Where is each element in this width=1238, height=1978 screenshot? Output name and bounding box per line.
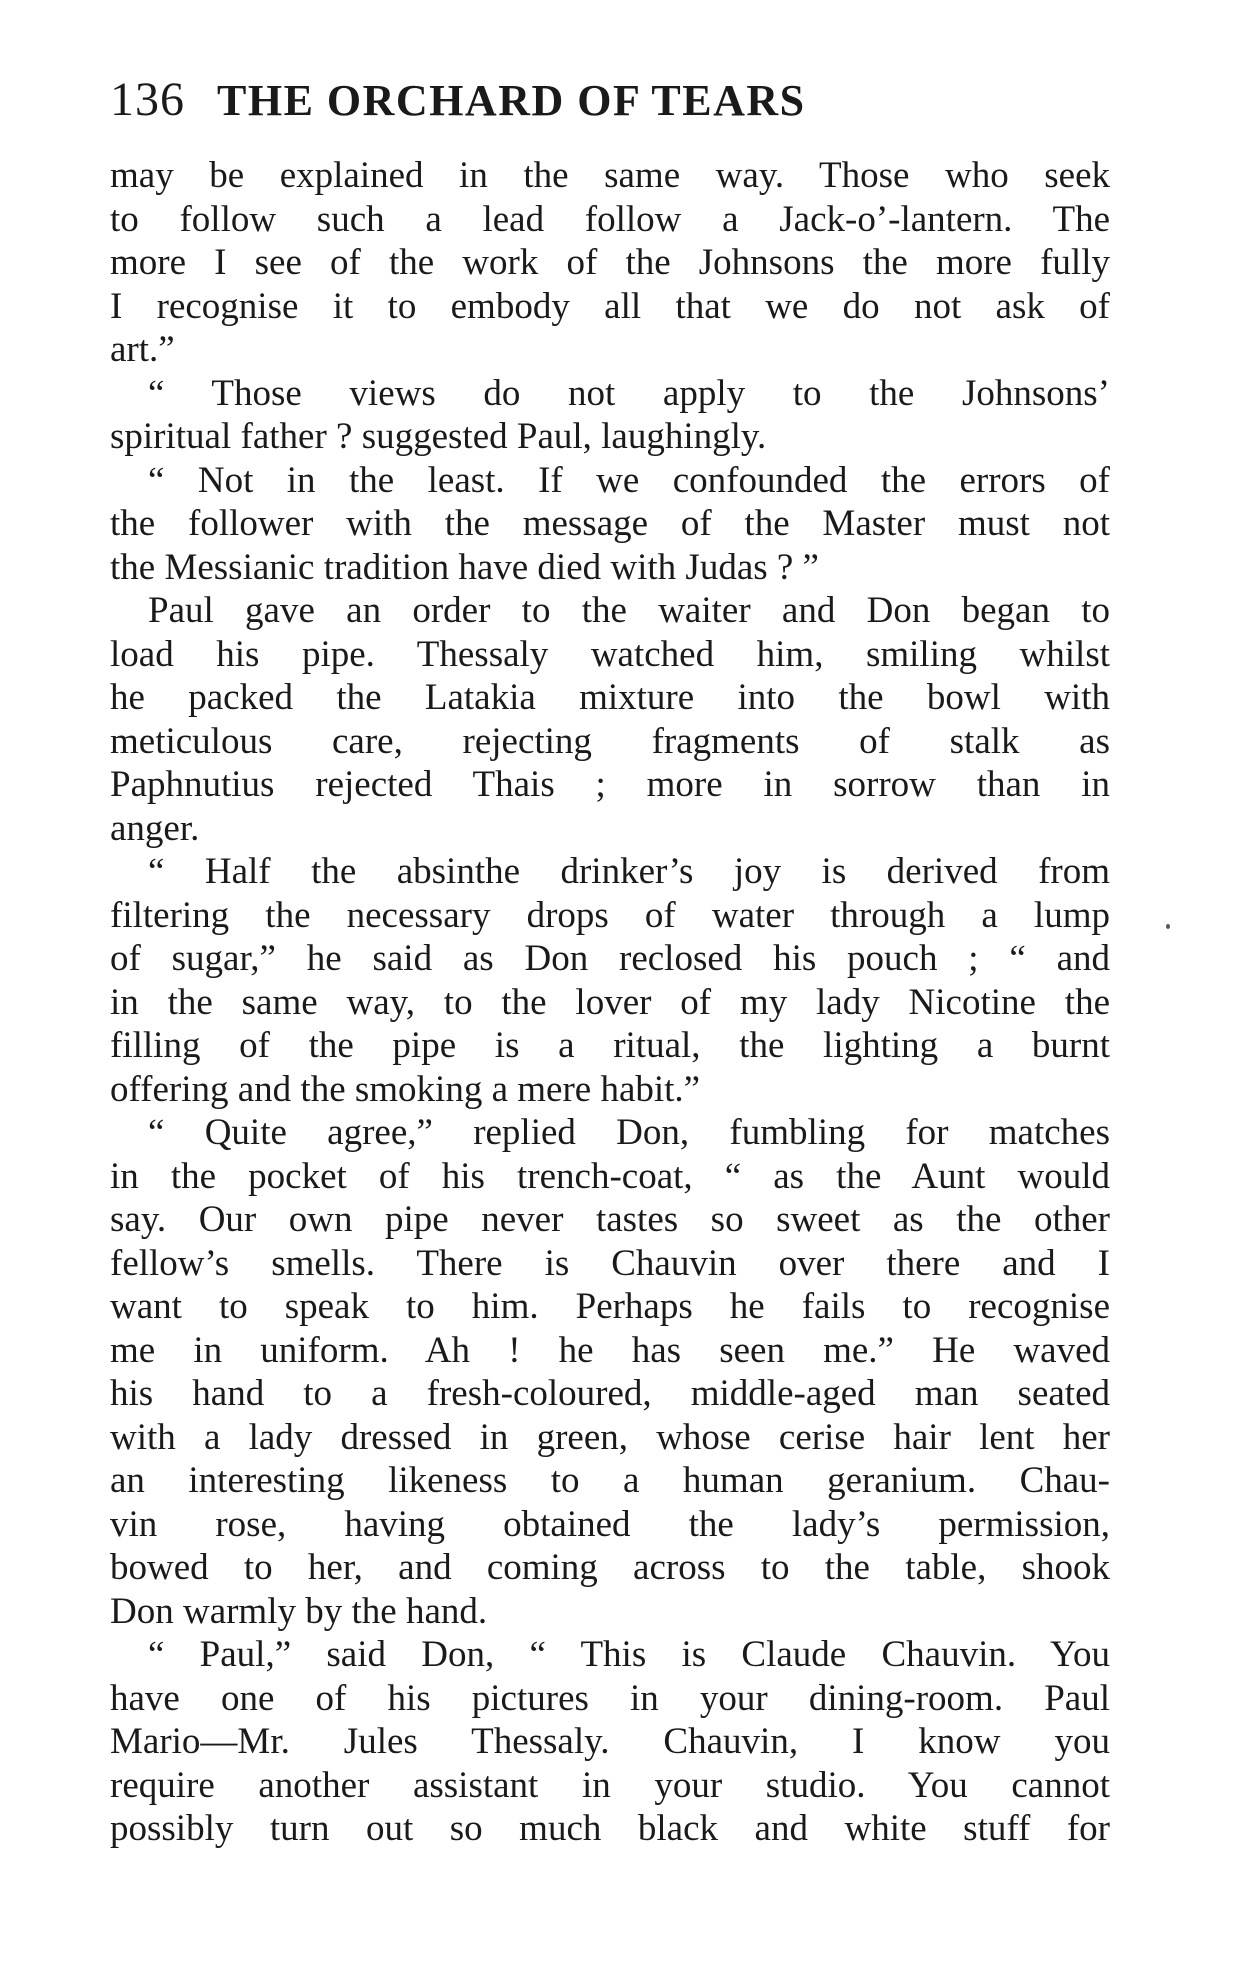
text-line: Paphnutius rejected Thais ; more in sorrow than in — [110, 764, 1110, 805]
text-line: in the same way, to the lover of my lady Nicotine the — [110, 981, 1110, 1023]
text-line: require another assistant in your studio. You cannot — [110, 1764, 1110, 1806]
text-line: may be explained in the same way. Those who seek — [110, 155, 1110, 196]
text-line: to follow such a lead follow a Jack-o’-lantern. The — [110, 198, 1110, 240]
text-line: vin rose, having obtained the lady’s permission, — [110, 1503, 1110, 1545]
text-line: more I see of the work of the Johnsons the more fully — [110, 242, 1110, 283]
text-line: the follower with the message of the Master must not — [110, 503, 1110, 544]
text-line: “ Paul,” said Don, “ This is Claude Chauvin. You — [148, 1634, 1110, 1675]
text-line: “ Those views do not apply to the Johnsons’ — [148, 372, 1110, 414]
text-line: me in uniform. Ah ! he has seen me.” He waved — [110, 1329, 1110, 1371]
text-line: have one of his pictures in your dining-room. Paul — [110, 1677, 1110, 1719]
text-line: “ Quite agree,” replied Don, fumbling for matches — [148, 1112, 1110, 1153]
text-line: his hand to a fresh-coloured, middle-aged man seated — [110, 1373, 1110, 1414]
text-line: filling of the pipe is a ritual, the lighting a burnt — [110, 1025, 1110, 1066]
text-line: meticulous care, rejecting fragments of stalk as — [110, 720, 1110, 762]
text-line: an interesting likeness to a human geranium. Chau- — [110, 1460, 1110, 1501]
text-line: anger. — [110, 807, 200, 849]
text-line: offering and the smoking a mere habit.” — [110, 1068, 701, 1110]
text-line: spiritual father ? suggested Paul, laughingly. — [110, 416, 767, 457]
text-line: I recognise it to embody all that we do not ask of — [110, 285, 1110, 327]
running-header — [110, 72, 1010, 132]
text-line: “ Half the absinthe drinker’s joy is derived from — [148, 851, 1110, 892]
text-line: he packed the Latakia mixture into the bowl with — [110, 677, 1110, 718]
text-line: the Messianic tradition have died with Judas ? ” — [110, 546, 819, 588]
text-line: art.” — [110, 329, 175, 370]
text-line: in the pocket of his trench-coat, “ as the Aunt would — [110, 1155, 1110, 1197]
text-line: say. Our own pipe never tastes so sweet as the other — [110, 1199, 1110, 1240]
text-line: bowed to her, and coming across to the table, shook — [110, 1547, 1110, 1588]
text-line: possibly turn out so much black and white stuff for — [110, 1808, 1110, 1849]
text-line: load his pipe. Thessaly watched him, smiling whilst — [110, 633, 1110, 675]
page-number: 136 — [110, 73, 185, 126]
text-line: Don warmly by the hand. — [110, 1590, 488, 1632]
ink-speck — [1166, 924, 1170, 929]
text-line: want to speak to him. Perhaps he fails to recognise — [110, 1286, 1110, 1327]
text-line: with a lady dressed in green, whose cerise hair lent her — [110, 1416, 1110, 1458]
running-title: THE ORCHARD OF TEARS — [217, 76, 806, 125]
text-line: filtering the necessary drops of water through a lump — [110, 894, 1110, 936]
text-line: “ Not in the least. If we confounded the errors of — [148, 459, 1110, 501]
text-line: Mario—Mr. Jules Thessaly. Chauvin, I know you — [110, 1721, 1110, 1762]
text-line: Paul gave an order to the waiter and Don began to — [148, 590, 1110, 631]
body-text — [110, 154, 1110, 1851]
text-line: of sugar,” he said as Don reclosed his pouch ; “ and — [110, 938, 1110, 979]
text-line: fellow’s smells. There is Chauvin over there and I — [110, 1242, 1110, 1284]
